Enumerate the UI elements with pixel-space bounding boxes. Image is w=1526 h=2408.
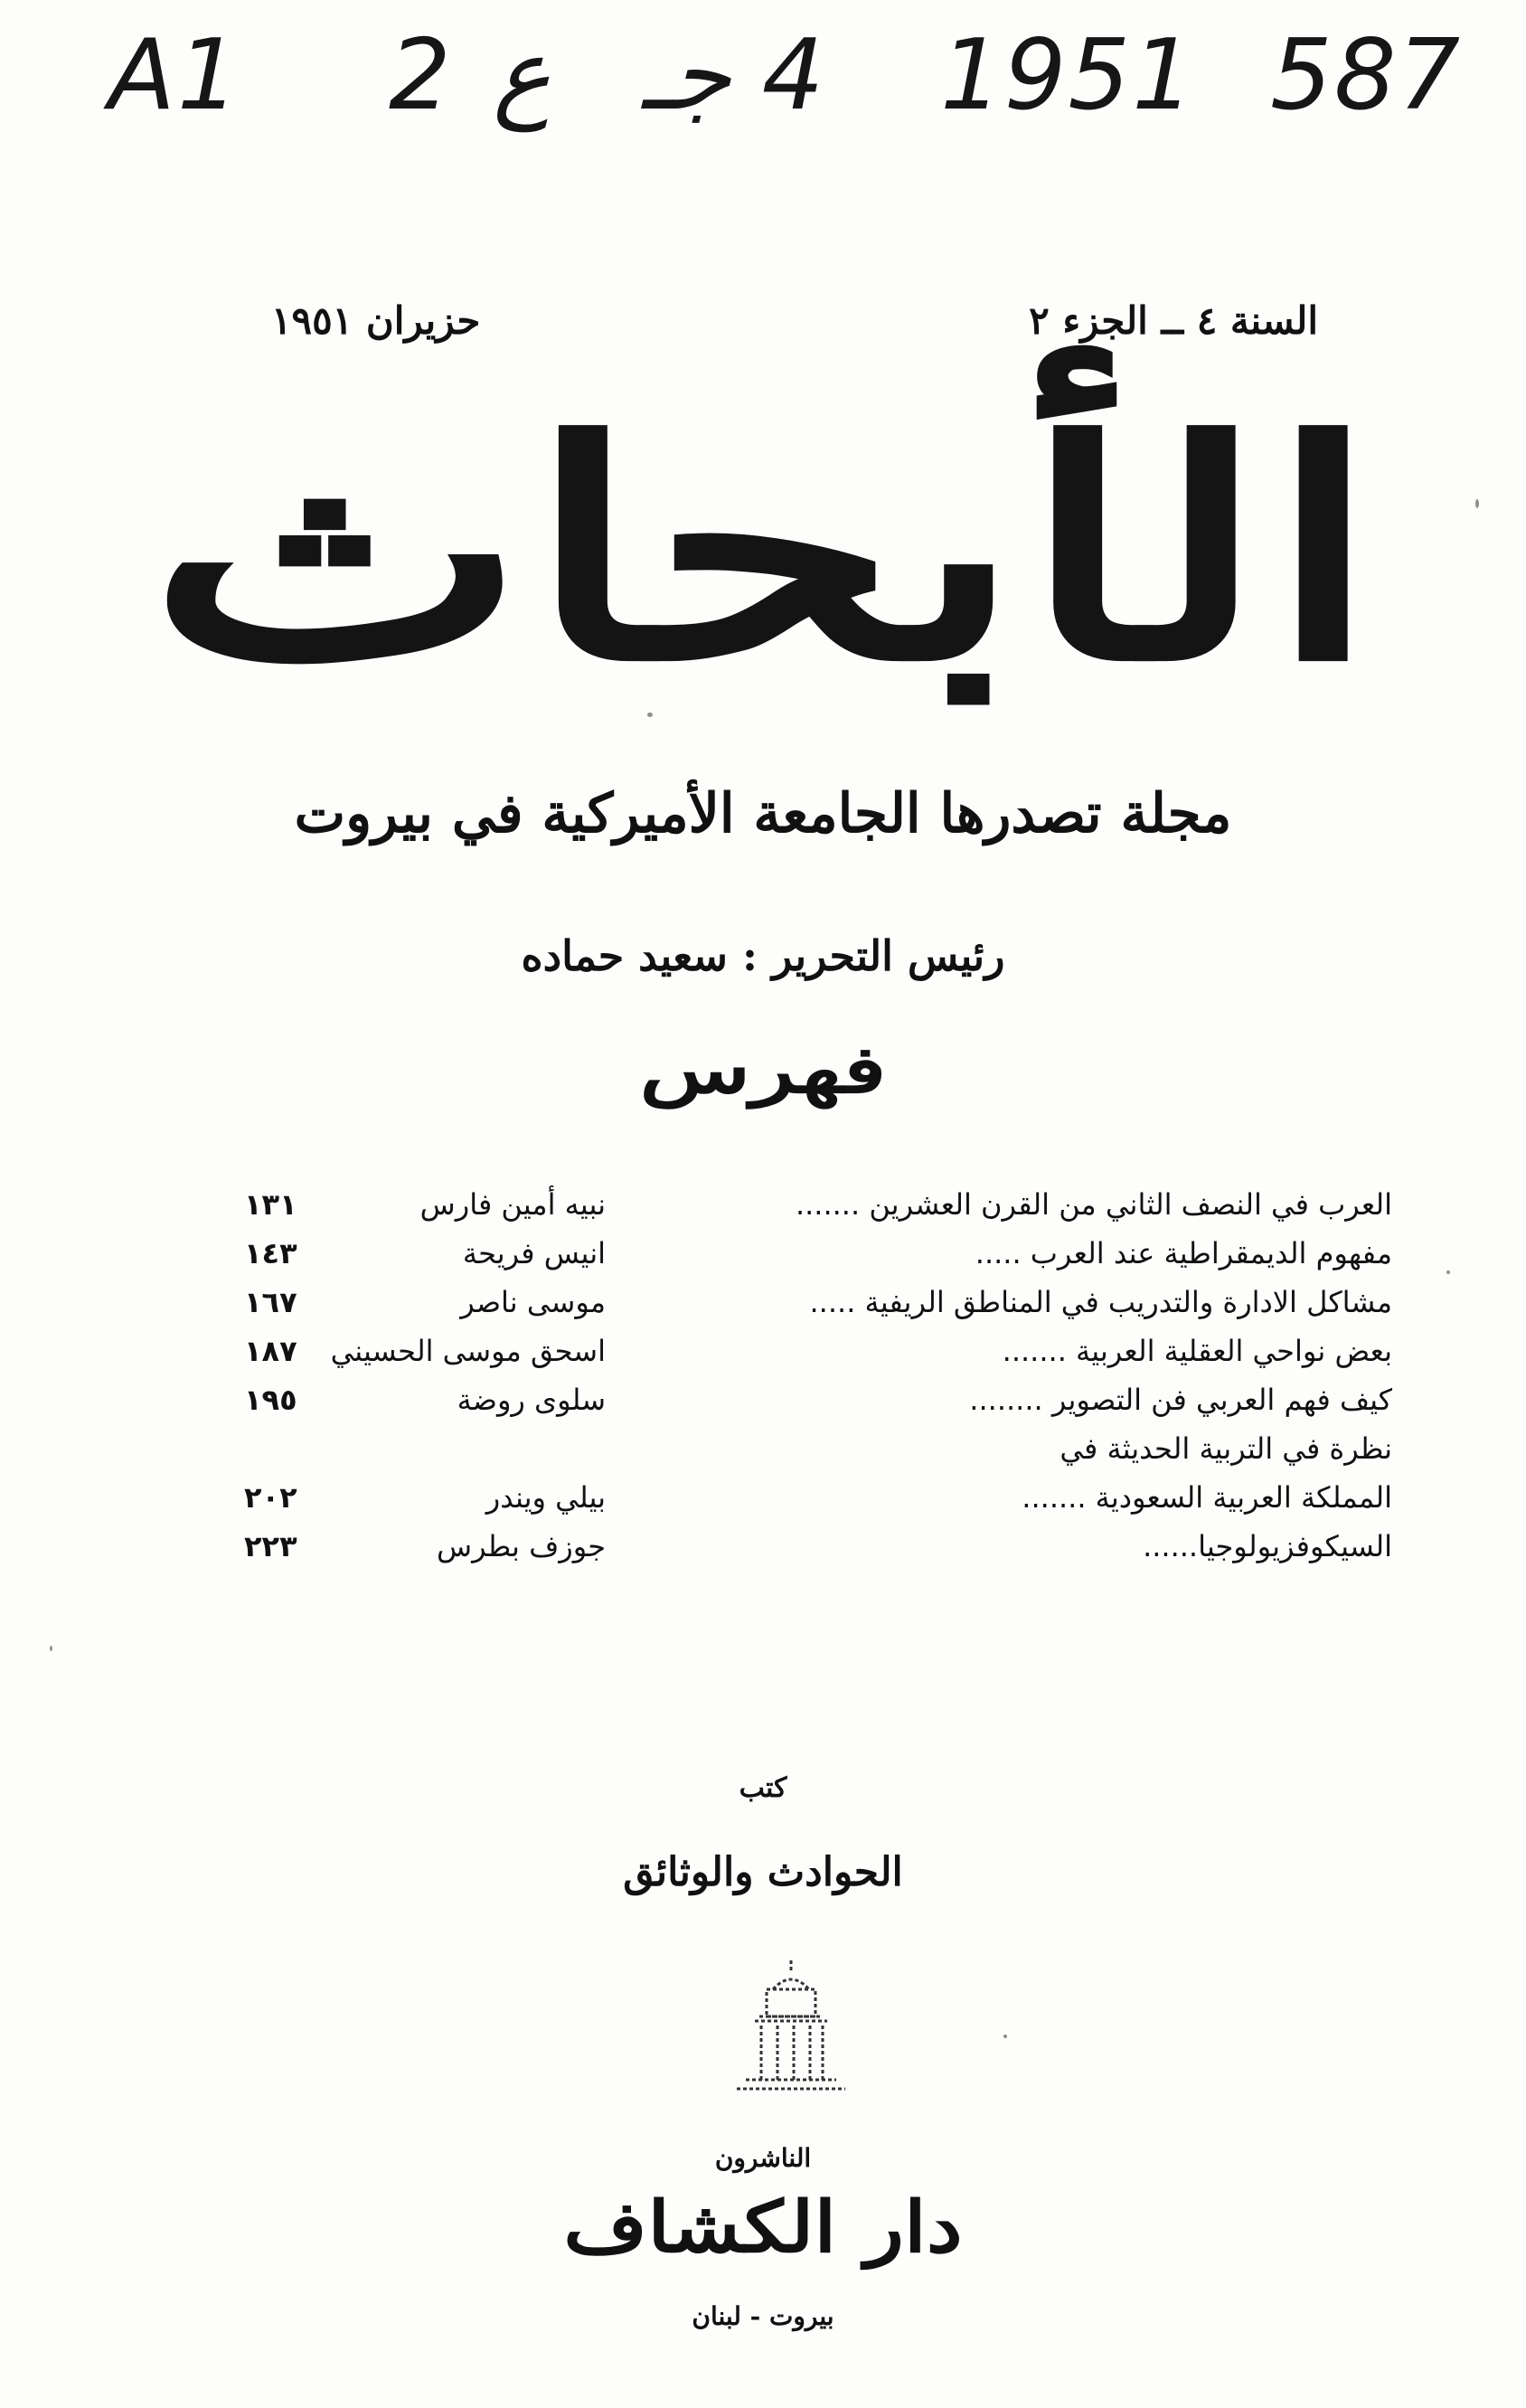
- catalog-year: 1951: [940, 19, 1196, 132]
- events-section-label: الحوادث والوثائق: [623, 1849, 903, 1895]
- speck: [50, 1646, 52, 1651]
- toc-title: المملكة العربية السعودية .......: [1022, 1480, 1392, 1515]
- catalog-part: 4 جـ: [642, 19, 824, 132]
- toc-row: [244, 1473, 1392, 1522]
- journal-subtitle: مجلة تصدرها الجامعة الأميركية في بيروت: [294, 782, 1232, 845]
- speck: [1003, 2035, 1007, 2038]
- journal-title: الأبحاث: [147, 376, 1379, 727]
- toc-page: ١٣١: [244, 1187, 297, 1222]
- issue-number: السنة ٤ ــ الجزء ٢: [1029, 298, 1318, 343]
- issue-date: حزيران ١٩٥١: [271, 298, 481, 343]
- toc-row: [244, 1278, 1392, 1327]
- catalog-number: 587: [1270, 19, 1463, 132]
- toc-page: ١٦٧: [244, 1285, 297, 1319]
- toc-page: ٢٠٢: [244, 1480, 297, 1515]
- toc-page: ١٩٥: [244, 1383, 297, 1417]
- building-emblem-icon: [723, 1953, 859, 2098]
- editor-line: رئيس التحرير : سعيد حماده: [521, 931, 1005, 980]
- publisher-label: الناشرون: [714, 2143, 812, 2173]
- toc-title: مشاكل الادارة والتدريب في المناطق الريفية .....: [809, 1285, 1392, 1319]
- catalog-code: A1: [108, 19, 241, 132]
- toc-author: نبيه أمين فارس: [419, 1187, 606, 1222]
- toc-author: انيس فريحة: [462, 1236, 606, 1270]
- publisher-city: بيروت - لبنان: [692, 2301, 834, 2331]
- toc-page: ١٨٧: [244, 1334, 297, 1368]
- toc-row: [244, 1327, 1392, 1375]
- speck: [1446, 1270, 1450, 1274]
- toc-title: كيف فهم العربي فن التصوير ........: [969, 1383, 1392, 1417]
- toc-title: السيكوفزيولوجيا......: [1143, 1529, 1392, 1563]
- toc-author: بيلي ويندر: [485, 1480, 606, 1515]
- toc-title: العرب في النصف الثاني من القرن العشرين .......: [795, 1187, 1392, 1222]
- masthead: [0, 371, 1526, 732]
- publisher-name: دار الكشاف: [563, 2186, 963, 2269]
- toc-row: [244, 1522, 1392, 1571]
- toc-author: موسى ناصر: [460, 1285, 606, 1319]
- toc-author: اسحق موسى الحسيني: [330, 1334, 606, 1368]
- toc-title: مفهوم الديمقراطية عند العرب .....: [975, 1236, 1392, 1270]
- toc-title: نظرة في التربية الحديثة في: [1060, 1431, 1392, 1466]
- toc-page: ١٤٣: [244, 1236, 297, 1270]
- toc-page: ٢٢٣: [244, 1529, 297, 1563]
- catalog-volume-marker: ع: [493, 19, 551, 132]
- toc-author: سلوى روضة: [457, 1383, 606, 1417]
- toc-row: [244, 1424, 1392, 1473]
- contents-heading: فهرس: [639, 1031, 887, 1108]
- books-section-label: كتب: [739, 1772, 787, 1804]
- catalog-volume-number: 2: [389, 19, 453, 132]
- toc-row: [244, 1229, 1392, 1278]
- toc-title: بعض نواحي العقلية العربية .......: [1002, 1334, 1392, 1368]
- toc-author: جوزف بطرس: [437, 1529, 606, 1563]
- toc-row: [244, 1180, 1392, 1229]
- toc-row: [244, 1375, 1392, 1424]
- table-of-contents: [244, 1180, 1392, 1571]
